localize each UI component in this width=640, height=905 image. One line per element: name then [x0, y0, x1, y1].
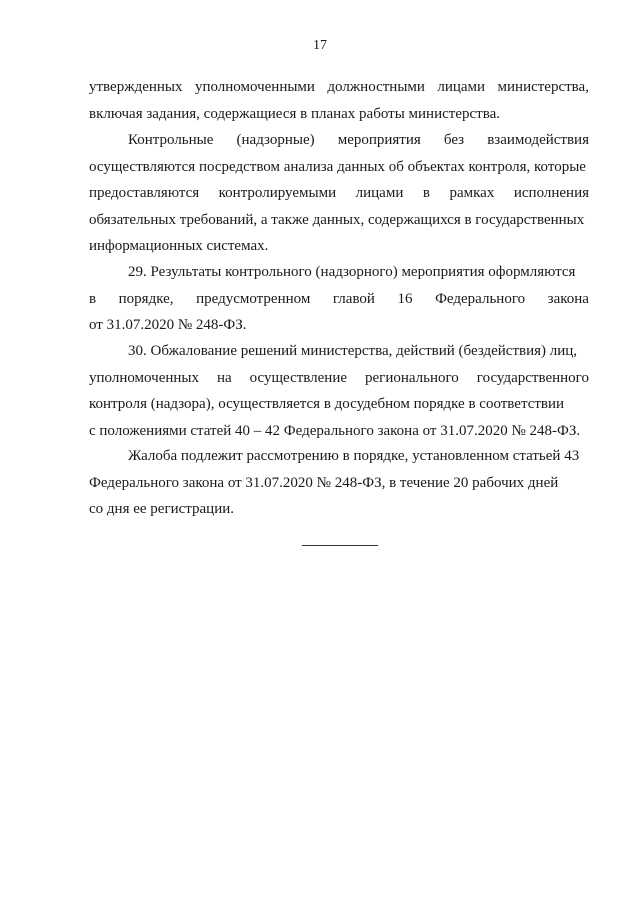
word: контролируемыми — [218, 185, 337, 201]
word: утвержденных — [89, 79, 183, 95]
word: лицами — [437, 79, 486, 95]
paragraph-line: со дня ее регистрации. — [89, 501, 235, 517]
paragraph-item-30 — [89, 338, 589, 444]
word: министерства, — [497, 79, 589, 95]
word: без — [443, 132, 465, 148]
word: в — [422, 185, 430, 201]
paragraph-1 — [89, 74, 589, 127]
paragraph-item-29 — [89, 259, 589, 339]
word: осуществление — [249, 369, 348, 386]
paragraph-complaint — [89, 443, 589, 523]
paragraph-line — [89, 365, 589, 392]
word: уполномоченными — [194, 79, 315, 95]
paragraph-line — [89, 180, 589, 207]
word: на — [216, 369, 232, 386]
word: главой — [332, 290, 375, 307]
word: в — [89, 290, 97, 307]
word: уполномоченных — [89, 369, 199, 386]
page-number: 17 — [313, 38, 327, 53]
paragraph-line: с положениями статей 40 – 42 Федерального закона от 31.07.2020 № 248-ФЗ. — [89, 422, 581, 439]
word: регионального — [365, 369, 459, 386]
paragraph-line: осуществляются посредством анализа данных об объектах контроля, которые — [89, 158, 586, 175]
word: должностными — [327, 79, 425, 95]
paragraph-line: Жалоба подлежит рассмотрению в порядке, установленном статьей 43 — [128, 448, 580, 464]
word: предоставляются — [89, 185, 200, 201]
word: рамках — [449, 185, 495, 201]
word: (надзорные) — [236, 132, 315, 148]
paragraph-line: 30. Обжалование решений министерства, действий (бездействия) лиц, — [128, 343, 578, 359]
paragraph-line: от 31.07.2020 № 248-ФЗ. — [89, 317, 247, 333]
word: Контрольные — [128, 132, 214, 148]
paragraph-line — [89, 127, 589, 154]
paragraph-line — [89, 286, 589, 313]
paragraph-line: 29. Результаты контрольного (надзорного) мероприятия оформляются — [128, 264, 576, 280]
word: государственного — [476, 369, 589, 386]
word: исполнения — [513, 185, 589, 201]
word: Федерального — [435, 290, 526, 307]
paragraph-line — [89, 74, 589, 101]
word: лицами — [355, 185, 404, 201]
paragraph-line: Федерального закона от 31.07.2020 № 248-ФЗ, в течение 20 рабочих дней — [89, 474, 559, 491]
word: порядке, — [118, 290, 174, 307]
word: мероприятия — [337, 132, 421, 148]
word: закона — [547, 290, 589, 307]
word: взаимодействия — [487, 132, 589, 148]
paragraph-line: включая задания, содержащиеся в планах работы министерства. — [89, 105, 500, 122]
word: предусмотренном — [196, 290, 311, 307]
word: 16 — [397, 290, 413, 307]
paragraph-2 — [89, 127, 589, 260]
paragraph-line: информационных системах. — [89, 238, 269, 254]
paragraph-line: контроля (надзора), осуществляется в досудебном порядке в соответствии — [89, 396, 565, 412]
end-separator-line — [302, 545, 378, 546]
paragraph-line: обязательных требований, а также данных, содержащихся в государственных — [89, 211, 585, 228]
